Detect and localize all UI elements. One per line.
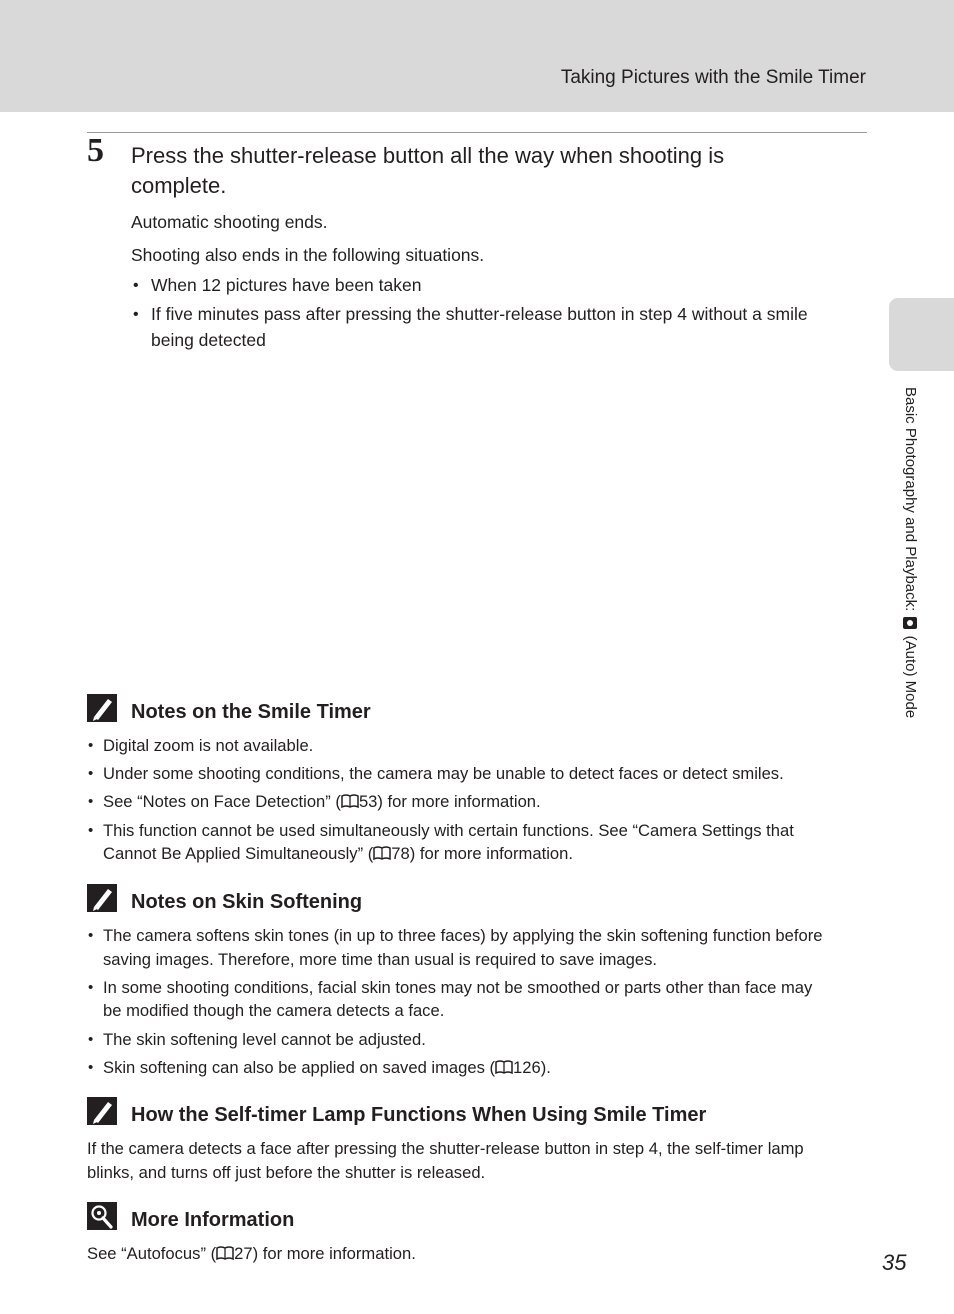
book-reference-icon: [216, 1246, 234, 1260]
note-item: The camera softens skin tones (in up to three faces) by applying the skin softening function before: [103, 926, 823, 945]
bullet-dot: •: [88, 1031, 94, 1048]
page-reference: 27: [234, 1244, 253, 1263]
note-item: Under some shooting conditions, the camera may be unable to detect faces or detect smiles.: [103, 764, 784, 783]
section-label: [897, 387, 919, 718]
book-reference-icon: [341, 794, 359, 808]
note-paragraph: [87, 1242, 416, 1265]
note-title-smile-timer: Notes on the Smile Timer: [131, 701, 371, 723]
step-heading-line-2: complete.: [131, 173, 227, 198]
note-item: The skin softening level cannot be adjusted.: [103, 1030, 426, 1049]
pencil-note-icon: [87, 1097, 117, 1125]
step-divider: [87, 132, 867, 133]
section-label-after: (Auto) Mode: [902, 635, 919, 719]
note-item-text: See “Autofocus” (: [87, 1244, 217, 1263]
step-paragraph-2: Shooting also ends in the following situations.: [131, 245, 485, 265]
page-reference: 78: [391, 844, 410, 863]
step-bullet-1: When 12 pictures have been taken: [151, 275, 422, 295]
header-title: Taking Pictures with the Smile Timer: [560, 67, 866, 88]
section-label-before: Basic Photography and Playback:: [902, 387, 919, 612]
note-title-skin-softening: Notes on Skin Softening: [131, 891, 363, 913]
pencil-note-icon: [87, 694, 117, 722]
note-item-text: Skin softening can also be applied on saved images (: [103, 1058, 496, 1077]
note-item: [103, 842, 573, 865]
book-reference-icon: [373, 846, 391, 860]
step-number: 5: [87, 132, 104, 169]
section-tab: [889, 298, 954, 371]
header-band: [0, 0, 954, 112]
page-number: 35: [882, 1250, 907, 1275]
book-reference-icon: [495, 1060, 513, 1074]
note-paragraph: blinks, and turns off just before the shutter is released.: [87, 1163, 486, 1182]
pencil-note-icon: [87, 884, 117, 912]
note-title-more-information: More Information: [131, 1209, 295, 1231]
page-reference: 53: [358, 792, 378, 811]
step-bullet-2-line-2: being detected: [151, 330, 266, 350]
bullet-dot: •: [88, 822, 94, 839]
bullet-dot: •: [88, 737, 94, 754]
bullet-dot: •: [88, 927, 94, 944]
bullet-dot: •: [133, 277, 139, 294]
step-heading: [131, 141, 831, 201]
step-bullet-2-line-1: If five minutes pass after pressing the shutter-release button in step 4 without a smile: [151, 304, 808, 324]
note-item-text: ).: [540, 1058, 551, 1077]
note-item: In some shooting conditions, facial skin tones may not be smoothed or parts other than face may: [103, 978, 813, 997]
note-item: Digital zoom is not available.: [103, 736, 314, 755]
note-item: [103, 1056, 551, 1079]
note-item-text: See “Notes on Face Detection” (: [103, 792, 341, 811]
step-paragraph-1: Automatic shooting ends.: [131, 212, 328, 232]
page-reference: 126: [513, 1058, 541, 1077]
note-paragraph: If the camera detects a face after pressing the shutter-release button in step 4, the self-timer lamp: [87, 1139, 804, 1158]
magnifier-info-icon: [87, 1202, 117, 1230]
note-title-self-timer-lamp: How the Self-timer Lamp Functions When Using Smile Timer: [131, 1104, 707, 1126]
note-item: [103, 790, 541, 813]
bullet-dot: •: [88, 1059, 94, 1076]
note-item: be modified though the camera detects a face.: [103, 1001, 445, 1020]
bullet-dot: •: [88, 793, 94, 810]
bullet-dot: •: [133, 306, 139, 323]
bullet-dot: •: [88, 765, 94, 782]
note-item: saving images. Therefore, more time than usual is required to save images.: [103, 950, 658, 969]
step-heading-line-1: Press the shutter-release button all the way when shooting is: [131, 143, 725, 168]
note-item-text: ) for more information.: [377, 792, 541, 811]
camera-icon: [903, 617, 917, 629]
note-item-text: Cannot Be Applied Simultaneously” (: [103, 844, 374, 863]
note-item-text: ) for more information.: [409, 844, 573, 863]
note-item: This function cannot be used simultaneously with certain functions. See “Camera Settings that: [103, 821, 794, 840]
bullet-dot: •: [88, 979, 94, 996]
note-item-text: ) for more information.: [252, 1244, 416, 1263]
